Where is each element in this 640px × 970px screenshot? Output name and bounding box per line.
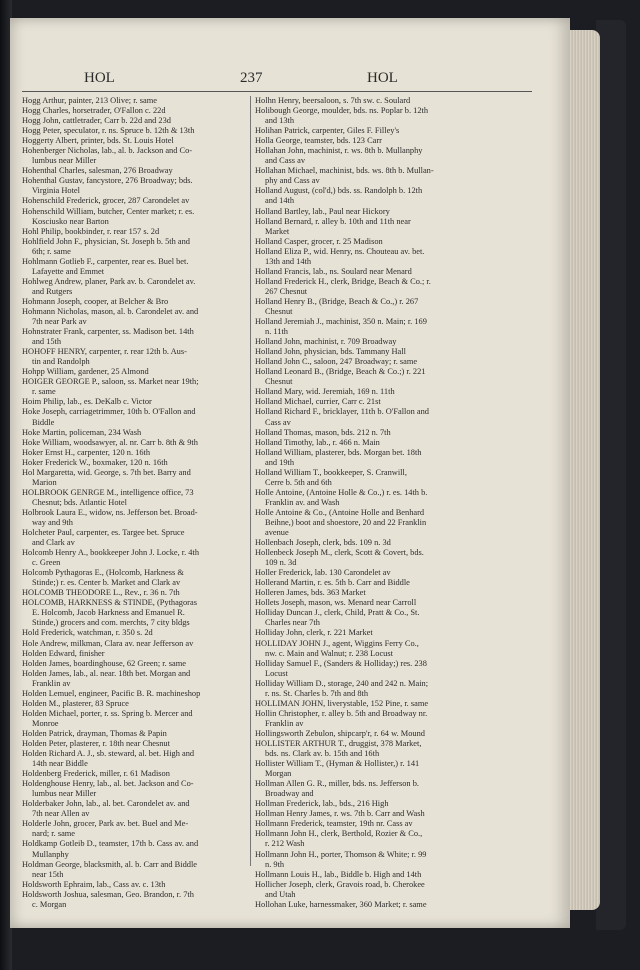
- directory-entry-line: Hollenbach Joseph, clerk, bds. 109 n. 3d: [255, 538, 391, 548]
- directory-entry-line: Hollicher Joseph, clerk, Gravois road, b. Cherokee: [255, 879, 425, 889]
- directory-entry-line: Holden Patrick, drayman, Thomas & Papin: [22, 728, 167, 738]
- directory-entry-line: Hohnstrater Frank, carpenter, ss. Madison bet. 14th: [22, 327, 194, 337]
- directory-entry-line: Hohlfield John F., physician, St. Joseph b. 5th and: [22, 236, 190, 246]
- entry-continuation-line: Lafayette and Emmet: [32, 266, 105, 276]
- directory-entry-line: Hollman Allen G. R., miller, bds. ns. Jefferson b.: [255, 779, 419, 789]
- directory-entry-line: Hogg John, cattletrader, Carr b. 22d and 23d: [22, 116, 171, 126]
- directory-entry-line: HOLCOMB, HARKNESS & STINDE, (Pythagoras: [22, 598, 197, 608]
- entry-continuation-line: nard; r. same: [32, 829, 76, 839]
- directory-entry-line: Holleren James, bds. 363 Market: [255, 588, 366, 598]
- directory-entry-line: Holland Richard F., bricklayer, 11th b. O'Fallon and: [255, 407, 429, 417]
- directory-entry-line: Holihan Patrick, carpenter, Giles F. Filley's: [255, 126, 400, 136]
- directory-entry-line: Holden Michael, porter, r. ss. Spring b. Mercer and: [22, 708, 193, 718]
- entry-continuation-line: 14th near Biddle: [32, 759, 88, 769]
- directory-entry-line: Holland William, plasterer, bds. Morgan bet. 18th: [255, 447, 422, 457]
- directory-entry-line: Hollman Frederick, lab., bds., 216 High: [255, 799, 389, 809]
- directory-entry-line: Hollmann John H., clerk, Berthold, Rozier & Co.,: [255, 829, 423, 839]
- entry-continuation-line: Locust: [265, 668, 288, 678]
- directory-entry-line: Holland Leonard B., (Bridge, Beach & Co.;) r. 221: [255, 367, 426, 377]
- entry-continuation-line: Chesnut: [265, 377, 293, 387]
- entry-continuation-line: phy and Cass av: [265, 176, 320, 186]
- directory-entry-line: Holland John, physician, bds. Tammany Hall: [255, 347, 406, 357]
- entry-continuation-line: and Utah: [265, 889, 296, 899]
- directory-entry-line: Holland John C., saloon, 247 Broadway; r. same: [255, 357, 418, 367]
- entry-continuation-line: 267 Chesnut: [265, 286, 308, 296]
- directory-entry-line: Holderle John, grocer, Park av. bet. Buel and Me-: [22, 819, 189, 829]
- directory-entry-line: Holland William T., bookkeeper, S. Cranwill,: [255, 467, 407, 477]
- directory-entry-line: Hollmann John H., porter, Thomson & White; r. 99: [255, 849, 427, 859]
- entry-continuation-line: Monroe: [32, 718, 59, 728]
- directory-entry-line: Hoker Frederick W., boxmaker, 120 n. 16th: [22, 457, 168, 467]
- directory-entry-line: Hollingsworth Zebulon, shipcarp'r, r. 64 w. Mound: [255, 728, 425, 738]
- entry-continuation-line: nw. c. Main and Walnut; r. 238 Locust: [265, 648, 393, 658]
- entry-continuation-line: Chesnut: [265, 306, 293, 316]
- directory-entry-line: Holliday Samuel F., (Sanders & Holliday;) res. 238: [255, 658, 427, 668]
- book-cover-edge: [596, 20, 626, 930]
- directory-entry-line: Hoke William, woodsawyer, al. nr. Carr b. 8th & 9th: [22, 437, 198, 447]
- entry-continuation-line: lumbus near Miller: [32, 156, 97, 166]
- entry-continuation-line: Biddle: [32, 417, 55, 427]
- directory-entry-line: Holland Henry B., (Bridge, Beach & Co.,) r. 267: [255, 296, 419, 306]
- entry-continuation-line: Franklin av. and Wash: [265, 497, 340, 507]
- directory-entry-line: HOLBROOK GENRGE M., intelligence office, 73: [22, 487, 194, 497]
- entry-continuation-line: and 15th: [32, 337, 62, 347]
- entry-continuation-line: Market: [265, 226, 290, 236]
- directory-entry-line: Holliday John, clerk, r. 221 Market: [255, 628, 373, 638]
- directory-entry-line: Hohmann Nicholas, mason, al. b. Carondelet av. and: [22, 306, 199, 316]
- directory-entry-line: Hogg Arthur, painter, 213 Olive; r. same: [22, 96, 157, 105]
- directory-entry-line: Holden Richard A. J., sb. steward, al. bet. High and: [22, 749, 195, 759]
- directory-entry-line: Hollohan Luke, harnessmaker, 360 Market; r. same: [255, 899, 427, 909]
- directory-entry-line: Hohmann Joseph, cooper, at Belcher & Bro: [22, 296, 169, 306]
- entry-continuation-line: Franklin av: [265, 718, 304, 728]
- directory-entry-line: Hohlweg Andrew, planer, Park av. b. Carondelet av.: [22, 276, 196, 286]
- entry-continuation-line: Stinde;) r. es. Center b. Market and Clark av: [32, 578, 181, 588]
- entry-continuation-line: Stinde,) grocers and com. merchts, 7 city bldgs: [32, 618, 190, 628]
- directory-entry-line: HOHOFF HENRY, carpenter, r. rear 12th b. Aus-: [22, 347, 187, 357]
- directory-entry-line: Holland Jeremiah J., machinist, 350 n. Main; r. 169: [255, 317, 427, 327]
- directory-entry-line: Hollets Joseph, mason, ws. Menard near Carroll: [255, 598, 417, 608]
- directory-entry-line: Holibough George, moulder, bds. ns. Poplar b. 12th: [255, 106, 429, 116]
- directory-entry-line: Holler Frederick, lab. 130 Carondelet av: [255, 568, 391, 578]
- page-number: 237: [240, 70, 263, 86]
- directory-entry-line: Holland Bernard, r. alley b. 10th and 11th near: [255, 216, 411, 226]
- entry-continuation-line: and 14th: [265, 196, 295, 206]
- header-left-keyword: HOL: [84, 70, 115, 86]
- directory-entry-line: Hoim Philip, lab., es. DeKalb c. Victor: [22, 397, 152, 407]
- entry-continuation-line: r. 212 Wash: [265, 839, 305, 849]
- directory-entry-line: Holland Thomas, mason, bds. 212 n. 7th: [255, 427, 391, 437]
- directory-entry-line: Hohpp William, gardener, 25 Almond: [22, 367, 149, 377]
- entry-continuation-line: E. Holcomb, Jacob Harkness and Emanuel R.: [32, 608, 185, 618]
- directory-entry-line: Holden James, boardinghouse, 62 Green; r. same: [22, 658, 186, 668]
- directory-entry-line: Holliday Duncan J., clerk, Child, Pratt & Co., St.: [255, 608, 420, 618]
- entry-continuation-line: Kosciusko near Barton: [32, 216, 109, 226]
- directory-entry-line: Holland Mary, wid. Jeremiah, 169 n. 11th: [255, 387, 395, 397]
- header-right-keyword: HOL: [367, 70, 398, 86]
- directory-entry-line: Hohenthal Gustav, fancystore, 276 Broadway; bds.: [22, 176, 193, 186]
- right-column: [255, 96, 485, 910]
- directory-entry-line: Holland Timothy, lab., r. 466 n. Main: [255, 437, 380, 447]
- directory-entry-line: Hollmann Louis H., lab., Biddle b. High and 14th: [255, 869, 422, 879]
- directory-entry-line: HOLLISTER ARTHUR T., druggist, 378 Market,: [255, 739, 422, 748]
- directory-entry-line: Hollenbeck Joseph M., clerk, Scott & Covert, bds.: [255, 548, 424, 558]
- directory-entry-line: Holdenghouse Henry, lab., al. bet. Jackson and Co-: [22, 779, 194, 789]
- entry-continuation-line: Cerre b. 5th and 6th: [265, 477, 332, 487]
- directory-entry-line: Hold Frederick, watchman, r. 350 s. 2d: [22, 628, 153, 638]
- directory-entry-line: Holle Antoine & Co., (Antoine Holle and Benhard: [255, 507, 425, 517]
- directory-entry-line: Hollahan John, machinist, r. ws. 8th b. Mullanphy: [255, 146, 423, 156]
- directory-entry-line: Holland Frederick H., clerk, Bridge, Beach & Co.; r.: [255, 276, 431, 286]
- entry-continuation-line: c. Green: [32, 558, 61, 568]
- entry-continuation-line: c. Morgan: [32, 899, 67, 909]
- directory-entry-line: Holbrook Laura E., widow, ns. Jefferson bet. Broad-: [22, 507, 198, 517]
- directory-entry-line: Holden M., plasterer, 83 Spruce: [22, 698, 129, 708]
- directory-entry-line: Hol Margaretta, wid. George, s. 7th bet. Barry and: [22, 467, 191, 477]
- entry-continuation-line: Charles near 7th: [265, 618, 320, 628]
- entry-continuation-line: and 19th: [265, 457, 295, 467]
- entry-continuation-line: n. 9th: [265, 859, 285, 869]
- entry-continuation-line: 6th; r. same: [32, 246, 71, 256]
- left-column: [22, 96, 252, 910]
- directory-entry-line: Hoker Ernst H., carpenter, 120 n. 16th: [22, 447, 151, 457]
- header-rule: [22, 91, 532, 92]
- directory-entry-line: Hole Andrew, milkman, Clara av. near Jefferson av: [22, 638, 194, 648]
- entry-continuation-line: near 15th: [32, 869, 64, 879]
- entry-continuation-line: Franklin av: [32, 678, 71, 688]
- entry-continuation-line: r. ns. St. Charles b. 7th and 8th: [265, 688, 369, 698]
- directory-entry-line: Hoke Martin, policeman, 234 Wash: [22, 427, 142, 437]
- entry-continuation-line: n. 11th: [265, 327, 288, 337]
- directory-entry-line: Hollman Henry James, r. ws. 7th b. Carr and Wash: [255, 809, 425, 819]
- entry-continuation-line: 13th and 14th: [265, 256, 312, 266]
- directory-entry-line: Holderbaker John, lab., al. bet. Carondelet av. and: [22, 799, 190, 809]
- directory-entry-line: Holden Edward, finisher: [22, 648, 105, 658]
- directory-entry-line: Holden Peter, plasterer, r. 18th near Chesnut: [22, 739, 170, 748]
- directory-entry-line: Hohenberger Nicholas, lab., al. b. Jackson and Co-: [22, 146, 193, 156]
- directory-entry-line: Holland August, (col'd,) bds. ss. Randolph b. 12th: [255, 186, 423, 196]
- entry-continuation-line: Mullanphy: [32, 849, 69, 859]
- directory-entry-line: Hogg Charles, horsetrader, O'Fallon c. 22d: [22, 106, 166, 116]
- entry-continuation-line: bds. ns. Clark av. b. 15th and 16th: [265, 749, 380, 759]
- directory-entry-line: Holden James, lab., al. near. 18th bet. Morgan and: [22, 668, 191, 678]
- entry-continuation-line: way and 9th: [32, 517, 73, 527]
- entry-continuation-line: Broadway and: [265, 789, 314, 799]
- entry-continuation-line: Cass av: [265, 417, 291, 427]
- directory-entry-line: Hohenthal Charles, salesman, 276 Broadway: [22, 166, 173, 176]
- directory-entry-line: Holcomb Pythagoras E., (Holcomb, Harkness &: [22, 568, 184, 578]
- entry-continuation-line: 7th near Allen av: [32, 809, 90, 819]
- directory-entry-line: Holdsworth Joshua, salesman, Geo. Brandon, r. 7th: [22, 889, 194, 899]
- directory-entry-line: Holland Eliza P., wid. Henry, ns. Chouteau av. bet.: [255, 246, 425, 256]
- directory-entry-line: HOLCOMB THEODORE L., Rev., r. 36 n. 7th: [22, 588, 180, 598]
- directory-entry-line: HOLLIMAN JOHN, liverystable, 152 Pine, r. same: [255, 698, 429, 708]
- entry-continuation-line: Virginia Hotel: [32, 186, 80, 196]
- entry-continuation-line: Beihne,) boot and shoestore, 20 and 22 Franklin: [265, 517, 427, 527]
- directory-entry-line: Holland Bartley, lab., Paul near Hickory: [255, 206, 390, 216]
- directory-entry-line: Holdman George, blacksmith, al. b. Carr and Biddle: [22, 859, 197, 869]
- directory-entry-line: Holla George, teamster, bds. 123 Carr: [255, 136, 382, 146]
- directory-entry-line: Hollin Christopher, r. alley b. 5th and Broadway nr.: [255, 708, 428, 718]
- entry-continuation-line: Marion: [32, 477, 57, 487]
- directory-entry-line: Hohlmann Gotlieb F., carpenter, rear es. Buel bet.: [22, 256, 189, 266]
- entry-continuation-line: r. same: [32, 387, 56, 397]
- directory-entry-line: Holden Lemuel, engineer, Pacific B. R. machineshop: [22, 688, 201, 698]
- entry-continuation-line: 7th near Park av: [32, 317, 87, 327]
- entry-continuation-line: tin and Randolph: [32, 357, 90, 367]
- entry-continuation-line: Morgan: [265, 769, 292, 779]
- directory-entry-line: Hollister William T., (Hyman & Hollister,) r. 141: [255, 759, 420, 769]
- directory-entry-line: Holdenberg Frederick, miller, r. 61 Madison: [22, 769, 170, 779]
- entry-continuation-line: and 13th: [265, 116, 295, 126]
- directory-entry-line: HOLLIDAY JOHN J., agent, Wiggins Ferry Co.,: [255, 638, 419, 648]
- entry-continuation-line: 109 n. 3d: [265, 558, 297, 568]
- directory-entry-line: Holhn Henry, beersaloon, s. 7th sw. c. Soulard: [255, 96, 411, 105]
- directory-entry-line: Holdsworth Ephraim, lab., Cass av. c. 13th: [22, 879, 166, 889]
- directory-entry-line: HOIGER GEORGE P., saloon, ss. Market near 19th;: [22, 377, 199, 387]
- directory-entry-line: Hoke Joseph, carriagetrimmer, 10th b. O'Fallon and: [22, 407, 196, 417]
- entry-continuation-line: and Cass av: [265, 156, 306, 166]
- entry-continuation-line: and Clark av: [32, 538, 75, 548]
- directory-entry-line: Holle Antoine, (Antoine Holle & Co.,) r. es. 14th b.: [255, 487, 428, 497]
- directory-entry-line: Hohl Philip, bookbinder, r. rear 157 s. 2d: [22, 226, 160, 236]
- page-edges: [570, 30, 600, 910]
- directory-entry-line: Holcomb Henry A., bookkeeper John J. Locke, r. 4th: [22, 548, 200, 558]
- directory-entry-line: Hollahan Michael, machinist, bds. ws. 8th b. Mullan-: [255, 166, 434, 176]
- entry-continuation-line: avenue: [265, 528, 289, 538]
- entry-continuation-line: lumbus near Miller: [32, 789, 97, 799]
- directory-entry-line: Hollmann Frederick, teamster, 19th nr. Cass av: [255, 819, 413, 829]
- directory-entry-line: Holliday William D., storage, 240 and 242 n. Main;: [255, 678, 429, 688]
- entry-continuation-line: and Rutgers: [32, 286, 73, 296]
- directory-entry-line: Hohenschild Frederick, grocer, 287 Carondelet av: [22, 196, 190, 206]
- directory-entry-line: Hohenschild William, butcher, Center market; r. es.: [22, 206, 195, 216]
- directory-entry-line: Holland Michael, currier, Carr c. 21st: [255, 397, 381, 407]
- directory-entry-line: Hoggerty Albert, printer, bds. St. Louis Hotel: [22, 136, 174, 146]
- page-header: [22, 70, 532, 90]
- directory-entry-line: Hogg Peter, speculator, r. ns. Spruce b. 12th & 13th: [22, 126, 195, 136]
- entry-continuation-line: Chesnut; bds. Atlantic Hotel: [32, 497, 127, 507]
- directory-entry-line: Holland Francis, lab., ns. Soulard near Menard: [255, 266, 412, 276]
- directory-entry-line: Holcheter Paul, carpenter, es. Targee bet. Spruce: [22, 528, 185, 538]
- directory-entry-line: Holdkamp Gotleib D., teamster, 17th b. Cass av. and: [22, 839, 199, 849]
- directory-entry-line: Hollerand Martin, r. es. 5th b. Carr and Biddle: [255, 578, 410, 588]
- directory-entry-line: Holland John, machinist, r. 709 Broadway: [255, 337, 397, 347]
- directory-entry-line: Holland Casper, grocer, r. 25 Madison: [255, 236, 383, 246]
